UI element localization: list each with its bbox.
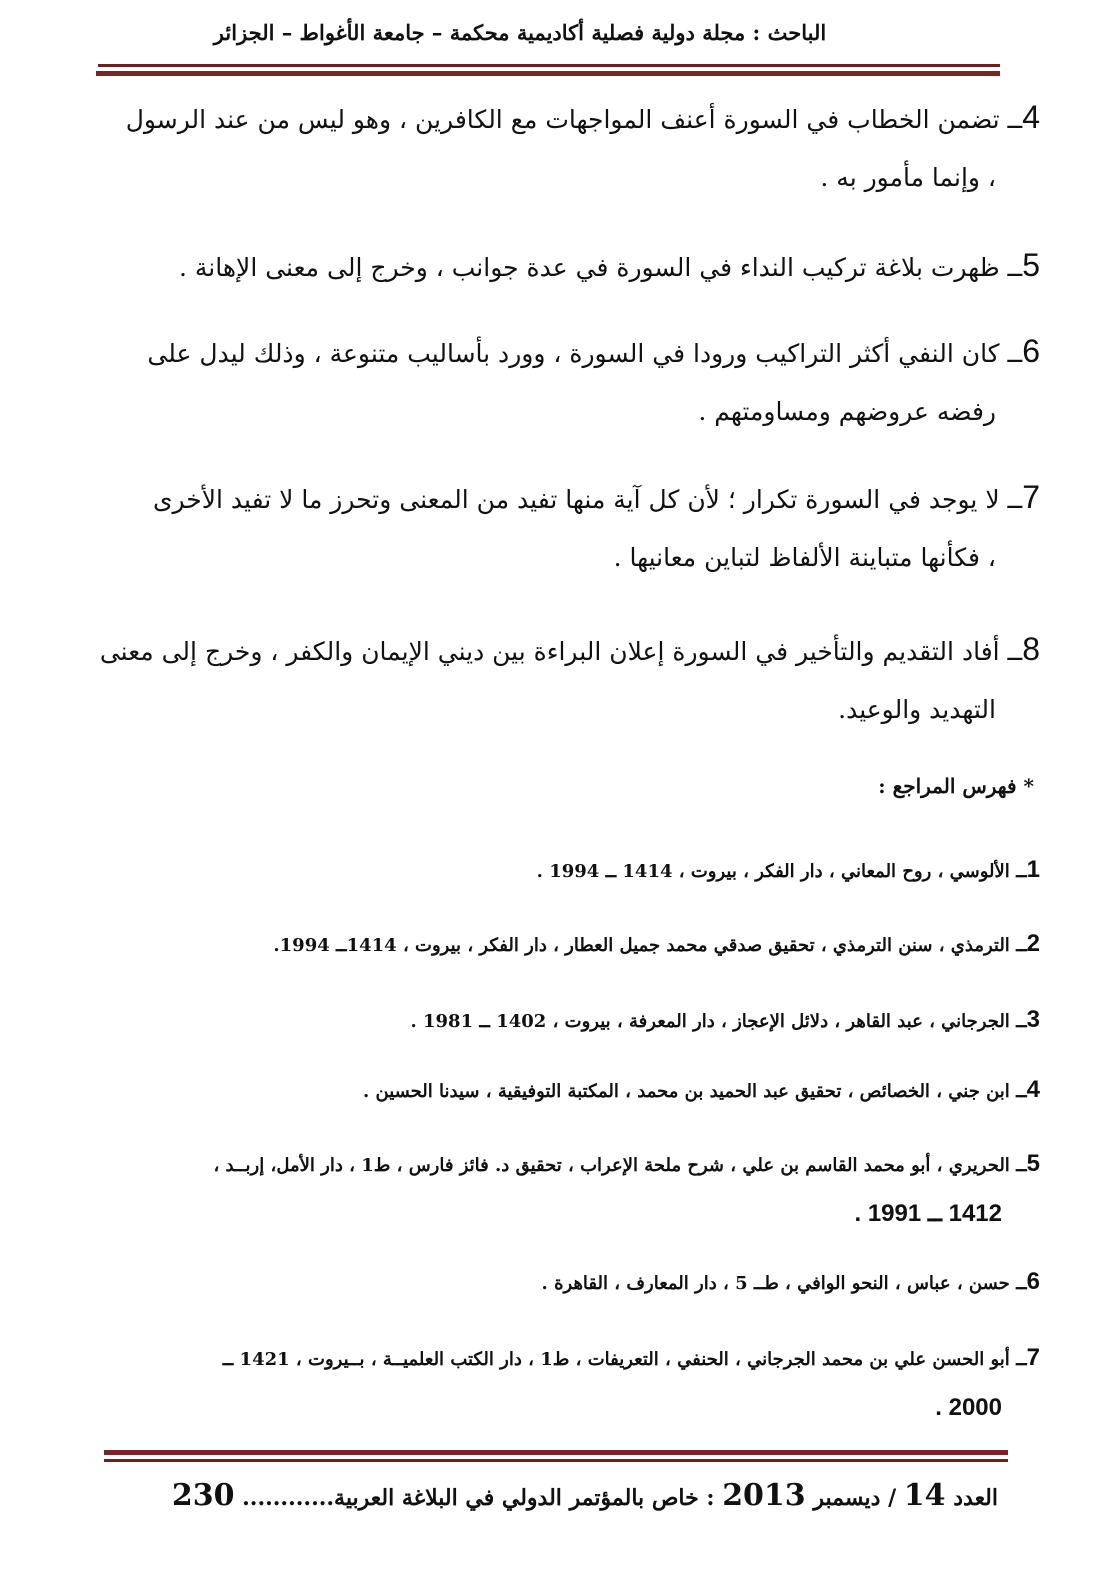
ref-text: الحريري ، أبو محمد القاسم بن علي ، شرح ملحة الإعراب ، تحقيق د. فائز فارس ، ط1 ، دار الأمل، إربــد ، [213,1155,1010,1176]
footer-year: 2013 [722,1478,806,1513]
issue-label: العدد [953,1485,998,1511]
reference-item-1 [50,846,1040,896]
ref-number: 2 [1026,930,1040,957]
footer-description: : خاص بالمؤتمر الدولي في البلاغة العربية............ [242,1485,715,1511]
footer-month: ديسمبر [813,1485,881,1511]
page-footer [118,1478,998,1513]
ref-dash: ــ [1016,1155,1027,1176]
ref-dash: ــ [1016,1273,1027,1294]
item-dash: ــ [1007,339,1023,368]
ref-dash: ــ [1016,1081,1027,1102]
ref-number: 4 [1026,1076,1040,1103]
item-dash: ــ [1007,253,1023,282]
ref-dash: ــ [1016,1011,1027,1032]
item-text: كان النفي أكثر التراكيب ورودا في السورة ، وورد بأساليب متنوعة ، وذلك ليدل على [147,339,1000,368]
item-dash: ــ [1007,637,1023,666]
page-number: 230 [171,1478,235,1513]
item-text: لا يوجد في السورة تكرار ؛ لأن كل آية منها تفيد من المعنى وتحرز ما لا تفيد الأخرى [152,485,1000,514]
ref-text: الألوسي ، روح المعاني ، دار الفكر ، بيروت ، 1414 ــ 1994 . [536,861,1010,882]
conclusion-item-8 [50,620,1040,739]
ref-text: الجرجاني ، عبد القاهر ، دلائل الإعجاز ، دار المعرفة ، بيروت ، 1402 ــ 1981 . [410,1011,1010,1032]
ref-number: 6 [1026,1268,1040,1295]
item-number: 6 [1022,333,1040,369]
ref-number: 7 [1026,1344,1040,1371]
ref-dash: ــ [1016,1349,1027,1370]
item-dash: ــ [1007,105,1023,134]
conclusion-item-7 [50,468,1040,587]
conclusion-item-6 [50,322,1040,441]
reference-item-2 [50,920,1040,970]
item-number: 5 [1022,247,1040,283]
conclusion-item-4 [50,88,1040,207]
reference-item-5 [50,1140,1040,1238]
item-number: 7 [1022,479,1040,515]
item-text: أفاد التقديم والتأخير في السورة إعلان البراءة بين ديني الإيمان والكفر ، وخرج إلى معنى [99,637,1000,666]
reference-item-3 [50,996,1040,1046]
header-rule-thick [96,71,1000,76]
item-text: ظهرت بلاغة تركيب النداء في السورة في عدة جوانب ، وخرج إلى معنى الإهانة . [179,253,1000,282]
item-text-cont: ، فكأنها متباينة الألفاظ لتباين معانيها . [613,543,996,572]
ref-number: 1 [1026,856,1040,883]
issue-number: 14 [903,1478,946,1513]
footer-rule-thin [104,1459,1008,1462]
journal-header: الباحث : مجلة دولية فصلية أكاديمية محكمة – جامعة الأغواط – الجزائر [213,20,827,45]
reference-item-6 [50,1258,1040,1308]
footer-rule-thick [104,1450,1008,1455]
item-text-cont: ، وإنما مأمور به . [820,163,996,192]
conclusion-item-5 [50,236,1040,297]
ref-dash: ــ [1016,861,1027,882]
item-text-cont: التهديد والوعيد. [838,695,996,724]
item-text-cont: رفضه عروضهم ومساومتهم . [698,397,996,426]
ref-dash: ــ [1016,935,1027,956]
reference-item-7 [50,1334,1040,1432]
ref-text: أبو الحسن علي بن محمد الجرجاني ، الحنفي ، التعريفات ، ط1 ، دار الكتب العلميــة ، بــيروت ، 1421 ــ [222,1349,1010,1370]
ref-text-cont: 2000 . [935,1394,1002,1421]
item-text: تضمن الخطاب في السورة أعنف المواجهات مع الكافرين ، وهو ليس من عند الرسول [125,105,1000,134]
ref-text: الترمذي ، سنن الترمذي ، تحقيق صدقي محمد جميل العطار ، دار الفكر ، بيروت ، 1414ــ 1994. [273,935,1010,956]
ref-text-cont: 1412 ــ 1991 . [854,1200,1002,1227]
ref-text: حسن ، عباس ، النحو الوافي ، طــ 5 ، دار المعارف ، القاهرة . [541,1273,1010,1294]
item-number: 8 [1022,631,1040,667]
ref-number: 5 [1026,1150,1040,1177]
footer-separator: / [888,1485,897,1511]
references-heading: * فهرس المراجع : [878,774,1034,798]
ref-text: ابن جني ، الخصائص ، تحقيق عبد الحميد بن محمد ، المكتبة التوفيقية ، سيدنا الحسين . [362,1081,1010,1102]
header-rule-thin [98,64,1000,67]
item-dash: ــ [1007,485,1023,514]
item-number: 4 [1022,99,1040,135]
ref-number: 3 [1026,1006,1040,1033]
reference-item-4 [50,1066,1040,1116]
